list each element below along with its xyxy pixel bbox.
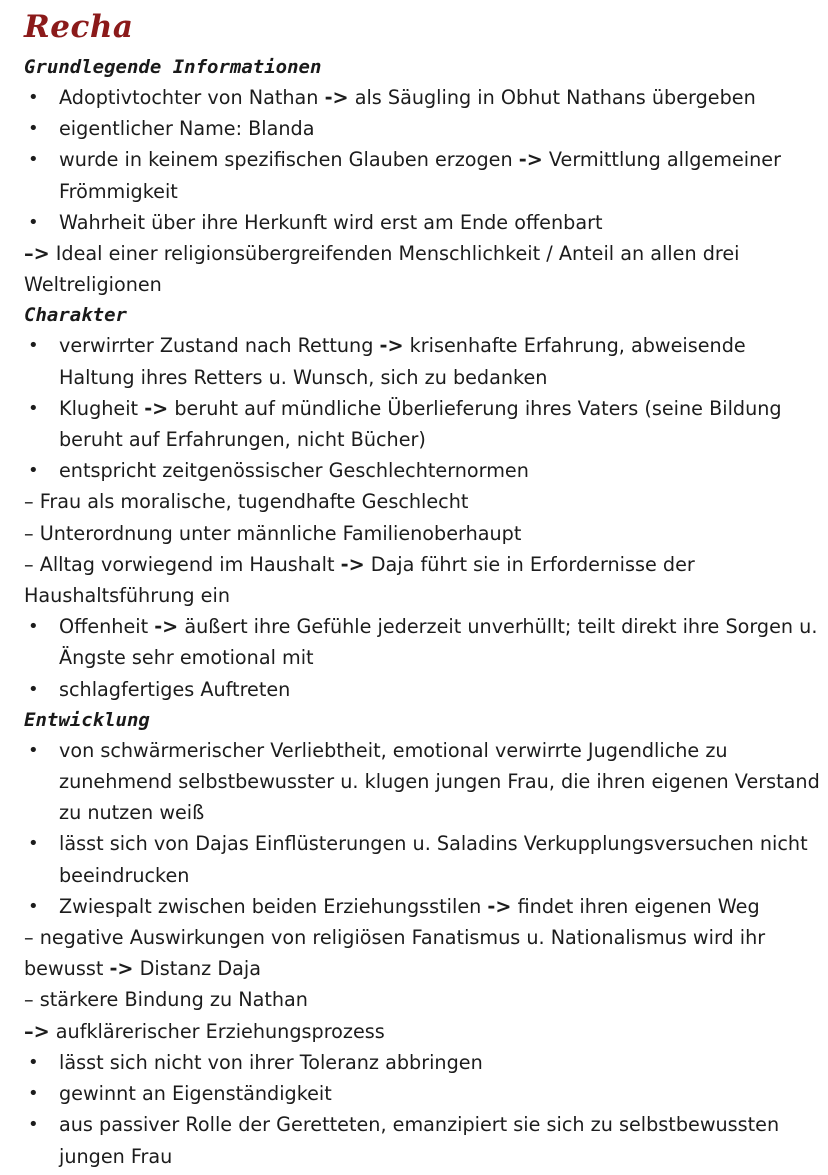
text-run: gewinnt an Eigenständigkeit (59, 1082, 332, 1106)
text-run: lässt sich nicht von ihrer Toleranz abbringen (59, 1050, 483, 1074)
arrow-symbol: -> (144, 396, 169, 420)
text-run: Klugheit (59, 396, 145, 420)
text-run: Daja führt sie in Erfordernisse der Haushaltsführung ein (24, 552, 695, 608)
text-run: Zwiespalt zwischen beiden Erziehungsstilen (59, 894, 488, 918)
text-run: entspricht zeitgenössischer Geschlechternormen (59, 459, 529, 483)
bullet-item (24, 674, 820, 705)
arrow-symbol: –> (24, 242, 50, 266)
bullet-list (24, 1047, 820, 1172)
bullet-list (24, 735, 820, 922)
text-run: – Alltag vorwiegend im Haushalt (24, 552, 341, 576)
arrow-symbol: -> (340, 552, 365, 576)
text-run: eigentlicher Name: Blanda (59, 117, 315, 141)
note-line (24, 238, 820, 300)
text-run: Ideal einer religionsübergreifenden Menschlichkeit / Anteil an allen drei Weltreligionen (24, 242, 740, 297)
section-heading: Charakter (24, 304, 127, 327)
section-heading: Entwicklung (24, 708, 150, 731)
text-run: Offenheit (59, 615, 155, 639)
bullet-item (24, 735, 820, 829)
bullet-item (24, 393, 820, 455)
arrow-symbol: -> (487, 894, 512, 918)
text-run: findet ihren eigenen Weg (511, 894, 760, 918)
text-run: – Frau als moralische, tugendhafte Geschlecht (24, 490, 469, 514)
document-body (24, 52, 820, 1172)
arrow-symbol: -> (109, 957, 134, 981)
text-run: als Säugling in Obhut Nathans übergeben (348, 86, 756, 109)
arrow-symbol: -> (154, 615, 179, 639)
text-run: von schwärmerischer Verliebtheit, emotional verwirrte Jugendliche zu zunehmend selbstbewusster u. klugen jungen Frau, die ihren eigenen Verstand zu nutzen weiß (59, 738, 820, 825)
text-run: – negative Auswirkungen von religiösen Fanatismus u. Nationalismus wird ihr bewusst (24, 926, 766, 981)
bullet-item (24, 611, 820, 673)
bullet-item (24, 113, 820, 144)
text-run: Adoptivtochter von Nathan (59, 86, 325, 109)
text-run: aufklärerischer Erziehungsprozess (49, 1019, 385, 1043)
bullet-item (24, 82, 820, 113)
bullet-list (24, 330, 820, 486)
bullet-item (24, 144, 820, 206)
arrow-symbol: -> (324, 86, 349, 109)
text-run: – stärkere Bindung zu Nathan (24, 988, 308, 1012)
text-run: schlagfertiges Auftreten (59, 677, 291, 701)
bullet-list (24, 82, 820, 238)
text-run: Distanz Daja (133, 957, 261, 981)
text-run: Vermittlung allgemeiner Frömmigkeit (59, 148, 781, 203)
bullet-item (24, 1047, 820, 1078)
note-line (24, 1016, 820, 1047)
bullet-item (24, 828, 820, 890)
bullet-list (24, 611, 820, 705)
bullet-item (24, 330, 820, 392)
text-run: Wahrheit über ihre Herkunft wird erst am Ende offenbart (59, 210, 603, 234)
text-run: krisenhafte Erfahrung, abweisende Haltung ihres Retters u. Wunsch, sich zu bedanken (59, 334, 746, 389)
note-line (24, 922, 820, 984)
bullet-item (24, 207, 820, 238)
note-line (24, 984, 820, 1015)
note-line (24, 549, 820, 611)
bullet-item (24, 1109, 820, 1171)
text-run: lässt sich von Dajas Einflüsterungen u. Saladins Verkupplungsversuchen nicht beeindrucken (59, 832, 808, 887)
text-run: beruht auf mündliche Überlieferung ihres Vaters (seine Bildung beruht auf Erfahrungen, nicht Bücher) (59, 396, 782, 452)
bullet-item (24, 455, 820, 486)
text-run: – Unterordnung unter männliche Familienoberhaupt (24, 521, 522, 545)
text-run: wurde in keinem spezifischen Glauben erzogen (59, 148, 519, 172)
text-run: verwirrter Zustand nach Rettung (59, 334, 380, 358)
note-line (24, 486, 820, 517)
document-title: Recha (24, 9, 134, 45)
arrow-symbol: -> (379, 334, 404, 358)
note-line (24, 518, 820, 549)
bullet-item (24, 1078, 820, 1109)
section-heading: Grundlegende Informationen (24, 56, 322, 78)
bullet-item (24, 891, 820, 922)
text-run: äußert ihre Gefühle jederzeit unverhüllt; teilt direkt ihre Sorgen u. Ängste sehr emotional mit (59, 615, 818, 670)
arrow-symbol: –> (24, 1019, 50, 1043)
arrow-symbol: -> (518, 148, 543, 172)
text-run: aus passiver Rolle der Geretteten, emanzipiert sie sich zu selbstbewussten jungen Frau (59, 1113, 780, 1168)
